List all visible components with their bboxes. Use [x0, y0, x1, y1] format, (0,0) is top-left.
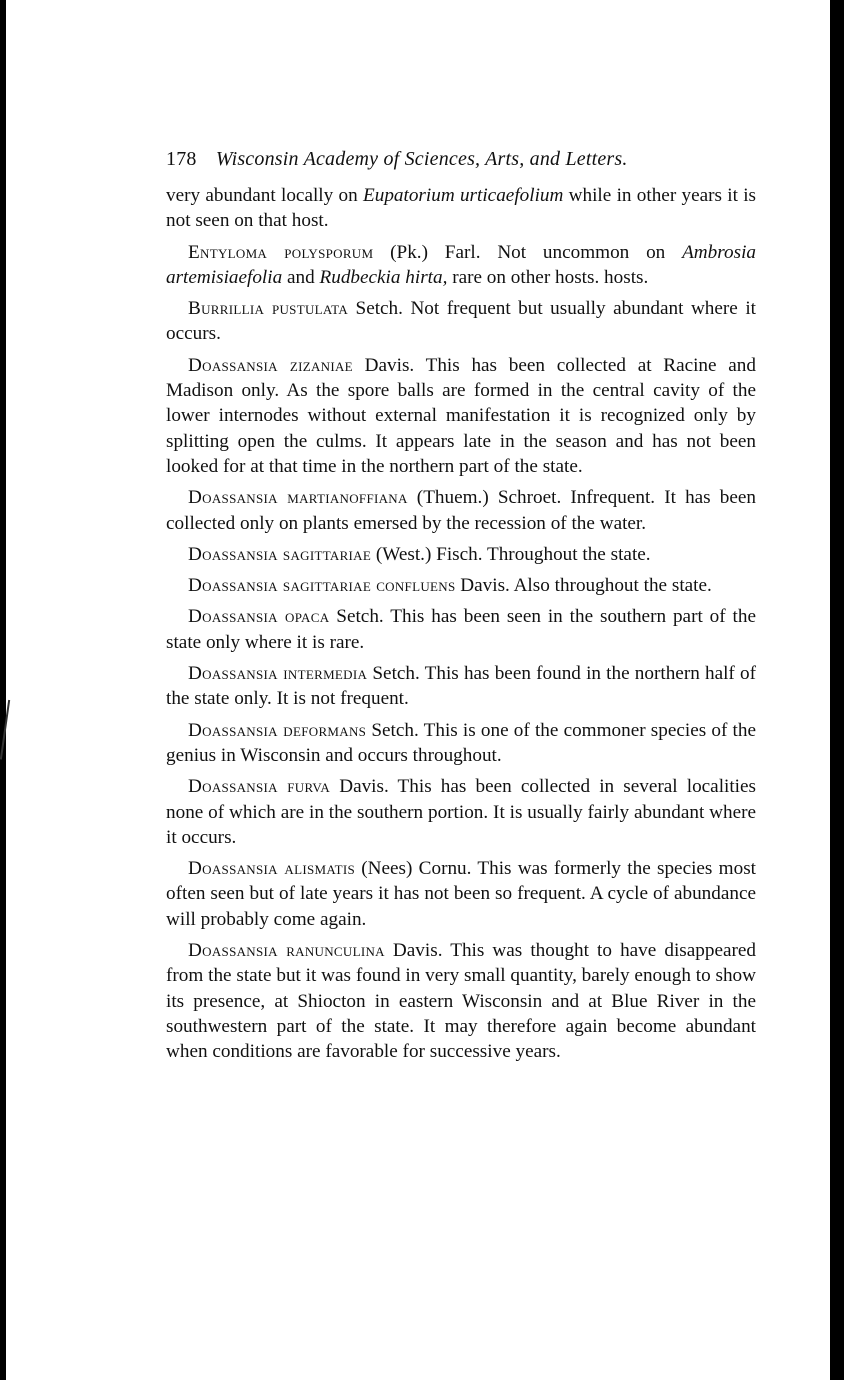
paragraph-text: while in other years it is not seen on that host. [166, 185, 757, 232]
paragraph-text: very abundant locally on [166, 185, 363, 206]
species-name: Doassansia furva [188, 776, 331, 798]
species-name: Doassansia sagittariae [188, 543, 372, 565]
host-name: Rudbeckia hirta, [319, 266, 448, 288]
paragraph-text: Davis. This was thought to have disappeared from the state but it was found in very small quantity, barely enough to show its presence, at Shiocton in eastern Wisconsin and at Blue River in the southwestern part of the state. It may therefore again become abundant when conditions are favorable for successive years. [166, 940, 757, 1063]
paragraph [166, 774, 756, 850]
page-content [166, 148, 756, 1071]
paragraph-text: (Thuem.) Schroet. Infrequent. It has been collected only on plants emersed by the recession of the water. [166, 487, 756, 534]
running-header [166, 148, 756, 171]
paragraph-text: (West.) Fisch. Throughout the state. [371, 543, 651, 565]
journal-title: Wisconsin Academy of Sciences, Arts, and Letters. [215, 148, 628, 170]
paragraph [166, 485, 756, 536]
species-name: Doassansia sagittariae confluens [188, 575, 456, 597]
paragraph-text: Setch. This is one of the commoner species of the genius in Wisconsin and occurs throughout. [166, 719, 756, 766]
species-name: Doassansia zizaniae [188, 354, 353, 376]
paragraph-text: Setch. Not frequent but usually abundant where it occurs. [166, 298, 756, 345]
paragraph-text: Setch. This has been found in the northern half of the state only. It is not frequent. [166, 663, 756, 710]
species-name: Doassansia martianoffiana [188, 487, 408, 509]
species-name: Doassansia opaca [188, 606, 330, 628]
paragraph-text: Davis. This has been collected at Racine and Madison only. As the spore balls are formed in the central cavity of the lower internodes without external manifestation it is recognized only by splitting open the culms. It appears late in the season and has not been looked for at that time in the northern part of the state. [166, 354, 756, 477]
paragraph [166, 183, 756, 234]
paragraph [166, 296, 756, 347]
species-name: Doassansia alismatis [188, 858, 355, 880]
page-number: 178 [166, 148, 197, 170]
paragraph [166, 604, 756, 655]
paragraph-text: Davis. Also throughout the state. [455, 575, 712, 597]
paragraph [166, 353, 756, 479]
host-name: Eupatorium urticaefolium [363, 185, 564, 206]
species-name: Doassansia deformans [188, 719, 367, 741]
species-name: Doassansia intermedia [188, 663, 368, 685]
species-name: Entyloma polysporum [188, 241, 374, 263]
host-name: Ambrosia artemisiaefolia [166, 241, 756, 288]
species-name: Burrillia pustulata [188, 298, 349, 320]
paragraph-text: rare on other hosts. hosts. [447, 266, 649, 288]
page-left-edge [0, 0, 6, 1380]
paragraph-text: Setch. This has been seen in the southern part of the state only where it is rare. [166, 606, 756, 653]
paragraph [166, 542, 756, 567]
paragraph-text: Davis. This has been collected in several localities none of which are in the southern portion. It is usually fairly abundant where it occurs. [166, 776, 756, 848]
paragraph-text: (Nees) Cornu. This was formerly the species most often seen but of late years it has not been so frequent. A cycle of abundance will probably come again. [166, 858, 756, 930]
page-right-border [830, 0, 844, 1380]
body-text [166, 183, 756, 1065]
paragraph-text: (Pk.) Farl. Not uncommon on [373, 241, 683, 263]
paragraph-text: and [282, 266, 320, 288]
paragraph [166, 856, 756, 932]
paragraph [166, 938, 756, 1064]
paragraph [166, 661, 756, 712]
paragraph [166, 240, 756, 291]
paragraph [166, 718, 756, 769]
paragraph [166, 573, 756, 598]
species-name: Doassansia ranunculina [188, 940, 385, 962]
